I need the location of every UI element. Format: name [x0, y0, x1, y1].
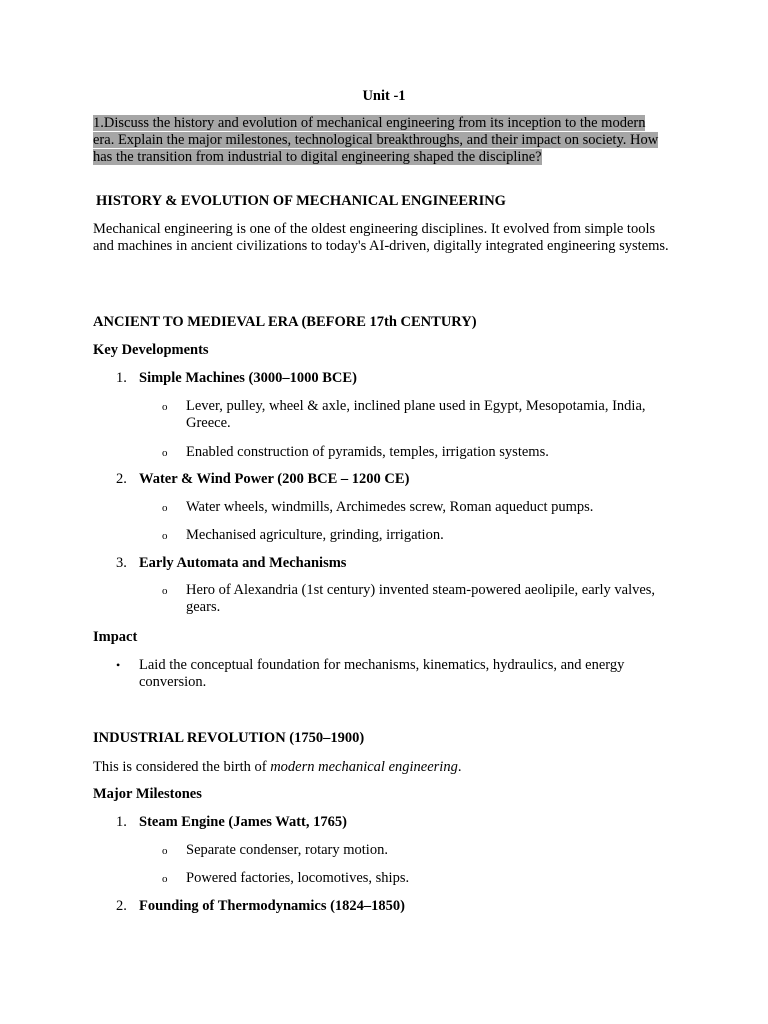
impact-heading: Impact [93, 629, 138, 645]
page-title: Unit -1 [362, 88, 406, 104]
circle-bullet-icon: o [162, 447, 168, 459]
circle-bullet-icon: o [162, 873, 168, 885]
list-item-title: Steam Engine (James Watt, 1765) [139, 814, 347, 830]
sub-bullet-text: Hero of Alexandria (1st century) invented steam-powered aeolipile, early valves, gears. [186, 582, 656, 615]
list-number: 1. [116, 814, 127, 830]
list-number: 2. [116, 898, 127, 914]
sub-bullet-text: Water wheels, windmills, Archimedes screw, Roman aqueduct pumps. [186, 499, 594, 515]
sub-bullet-text: Lever, pulley, wheel & axle, inclined plane used in Egypt, Mesopotamia, India, Greece. [186, 398, 646, 431]
intro-paragraph: Mechanical engineering is one of the oldest engineering disciplines. It evolved from simple tools and machines in ancient civilizations to today's AI-driven, digitally integrated engineering systems. [93, 221, 669, 254]
list-number: 3. [116, 555, 127, 571]
list-number: 1. [116, 370, 127, 386]
circle-bullet-icon: o [162, 530, 168, 542]
key-developments-heading: Key Developments [93, 342, 209, 358]
industrial-intro: This is considered the birth of modern mechanical engineering. [93, 759, 462, 775]
bullet-icon: • [116, 658, 121, 672]
circle-bullet-icon: o [162, 845, 168, 857]
emphasis-text: modern mechanical engineering [270, 759, 458, 775]
sub-bullet-text: Separate condenser, rotary motion. [186, 842, 388, 858]
list-item-title: Founding of Thermodynamics (1824–1850) [139, 898, 405, 914]
list-item-title: Water & Wind Power (200 BCE – 1200 CE) [139, 471, 410, 487]
section-heading: HISTORY & EVOLUTION OF MECHANICAL ENGINEERING [96, 193, 506, 209]
list-item-title: Simple Machines (3000–1000 BCE) [139, 370, 357, 386]
sub-bullet-text: Powered factories, locomotives, ships. [186, 870, 410, 886]
impact-bullet-text: Laid the conceptual foundation for mechanisms, kinematics, hydraulics, and energy conversion. [139, 657, 625, 690]
list-number: 2. [116, 471, 127, 487]
major-milestones-heading: Major Milestones [93, 786, 202, 802]
circle-bullet-icon: o [162, 585, 168, 597]
list-item-title: Early Automata and Mechanisms [139, 555, 347, 571]
circle-bullet-icon: o [162, 502, 168, 514]
sub-bullet-text: Enabled construction of pyramids, temples, irrigation systems. [186, 444, 549, 460]
ancient-heading: ANCIENT TO MEDIEVAL ERA (BEFORE 17th CENTURY) [93, 314, 477, 330]
question-highlight: 1.Discuss the history and evolution of mechanical engineering from its inception to the modern era. Explain the major milestones, technological breakthroughs, and their impact on society. How has the transition from industrial to digital engineering shaped the discipline? [93, 115, 659, 165]
sub-bullet-text: Mechanised agriculture, grinding, irrigation. [186, 527, 444, 543]
circle-bullet-icon: o [162, 401, 168, 413]
question-text [93, 115, 668, 166]
industrial-heading: INDUSTRIAL REVOLUTION (1750–1900) [93, 730, 365, 746]
